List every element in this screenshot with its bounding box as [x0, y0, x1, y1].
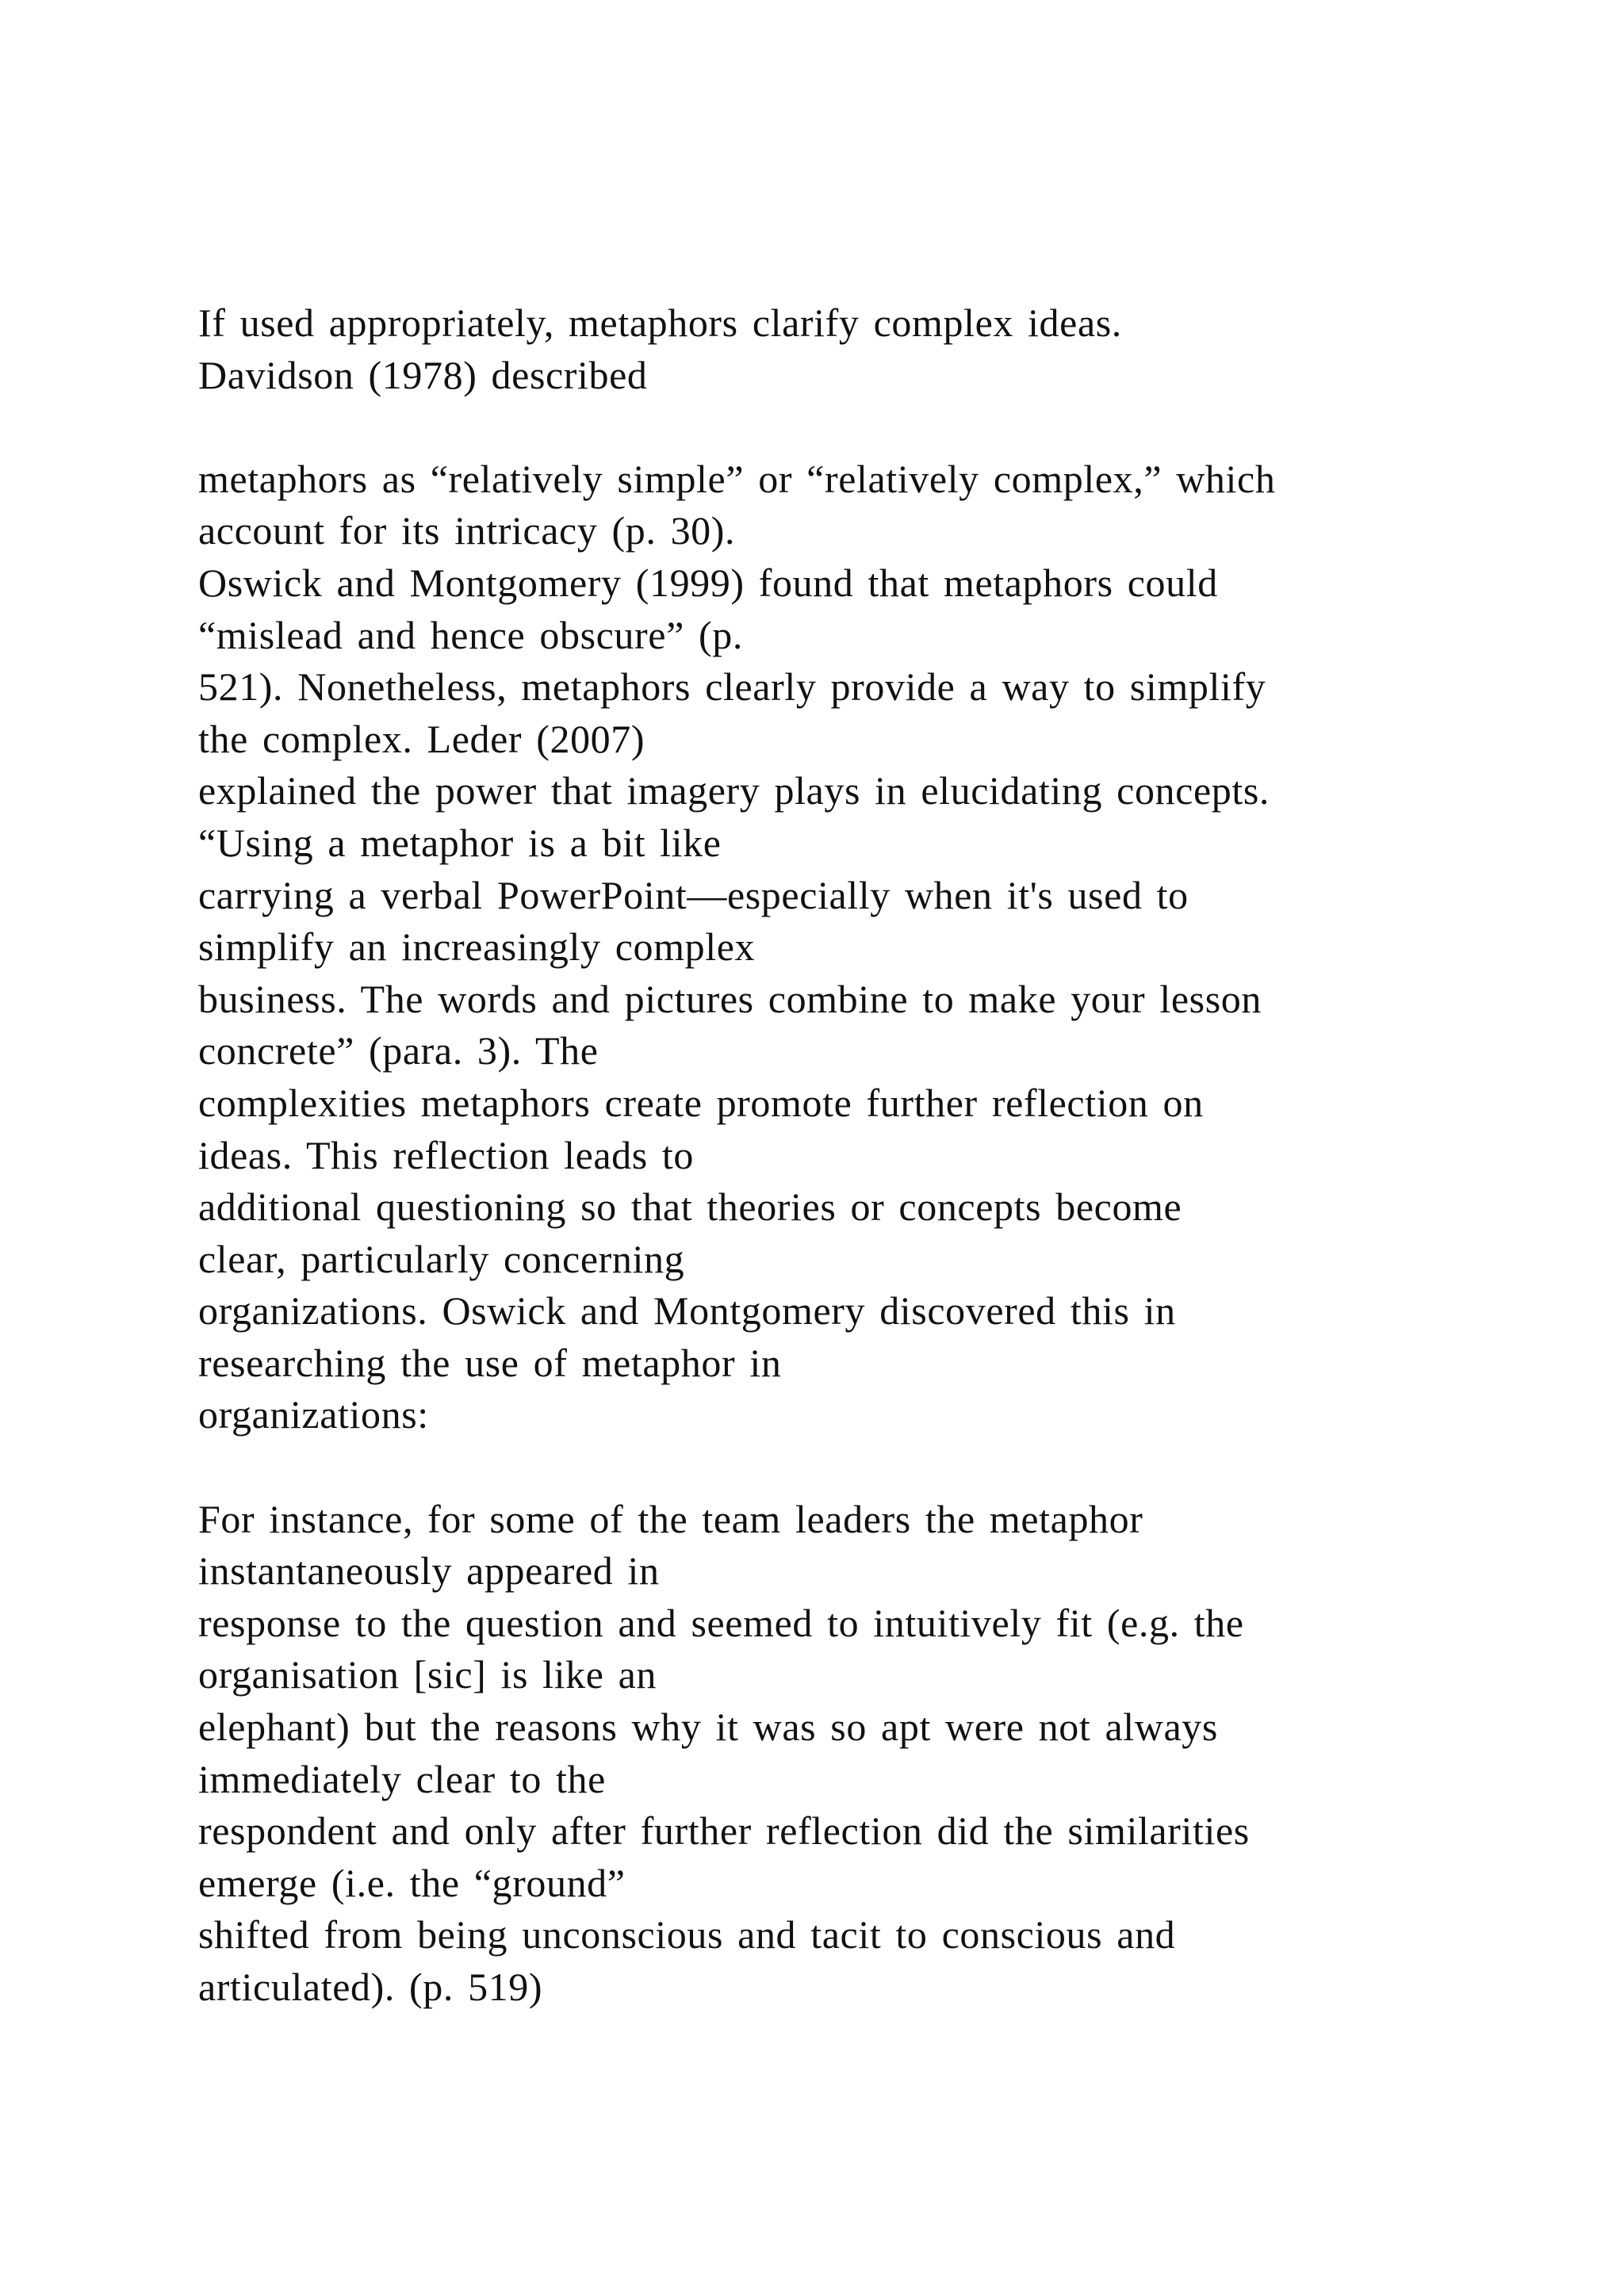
quote-line: For instance, for some of the team leaders the metaphor [198, 1496, 1143, 1541]
quote-line: instantaneously appeared in [198, 1548, 660, 1594]
quote-line: emerge (i.e. the “ground” [198, 1860, 626, 1905]
text-line: the complex. Leder (2007) [198, 716, 645, 761]
text-line: account for its intricacy (p. 30). [198, 508, 736, 553]
quote-line: shifted from being unconscious and tacit to conscious and [198, 1912, 1176, 1957]
text-line: “mislead and hence obscure” (p. [198, 612, 743, 657]
text-line: carrying a verbal PowerPoint—especially when it's used to [198, 872, 1189, 917]
paragraph-gap [198, 401, 1546, 453]
text-line: metaphors as “relatively simple” or “relatively complex,” which [198, 456, 1276, 501]
text-line: simplify an increasingly complex [198, 924, 756, 970]
quote-line: articulated). (p. 519) [198, 1965, 543, 2009]
quote-line: organisation [sic] is like an [198, 1652, 657, 1697]
text-line: complexities metaphors create promote further reflection on [198, 1080, 1204, 1125]
quote-line: elephant) but the reasons why it was so apt were not always [198, 1705, 1218, 1750]
text-line: organizations. Oswick and Montgomery discovered this in [198, 1288, 1176, 1334]
body-text [198, 297, 1546, 2014]
text-line: If used appropriately, metaphors clarify complex ideas. [198, 300, 1122, 345]
quote-line: respondent and only after further reflection did the similarities [198, 1808, 1250, 1854]
text-line: Oswick and Montgomery (1999) found that metaphors could [198, 560, 1218, 605]
quote-line: immediately clear to the [198, 1756, 606, 1801]
text-line: additional questioning so that theories or concepts become [198, 1184, 1182, 1230]
text-line: ideas. This reflection leads to [198, 1132, 695, 1177]
paragraph-gap [198, 1441, 1546, 1494]
text-line: clear, particularly concerning [198, 1236, 685, 1281]
text-line: organizations: [198, 1392, 429, 1437]
text-line: researching the use of metaphor in [198, 1340, 782, 1385]
text-line: Davidson (1978) described [198, 352, 648, 397]
text-line: 521). Nonetheless, metaphors clearly provide a way to simplify [198, 664, 1266, 710]
text-line: “Using a metaphor is a bit like [198, 820, 722, 865]
text-line: concrete” (para. 3). The [198, 1028, 599, 1073]
text-line: explained the power that imagery plays in elucidating concepts. [198, 768, 1270, 813]
text-line: business. The words and pictures combine to make your lesson [198, 976, 1262, 1021]
quote-line: response to the question and seemed to intuitively fit (e.g. the [198, 1600, 1244, 1645]
